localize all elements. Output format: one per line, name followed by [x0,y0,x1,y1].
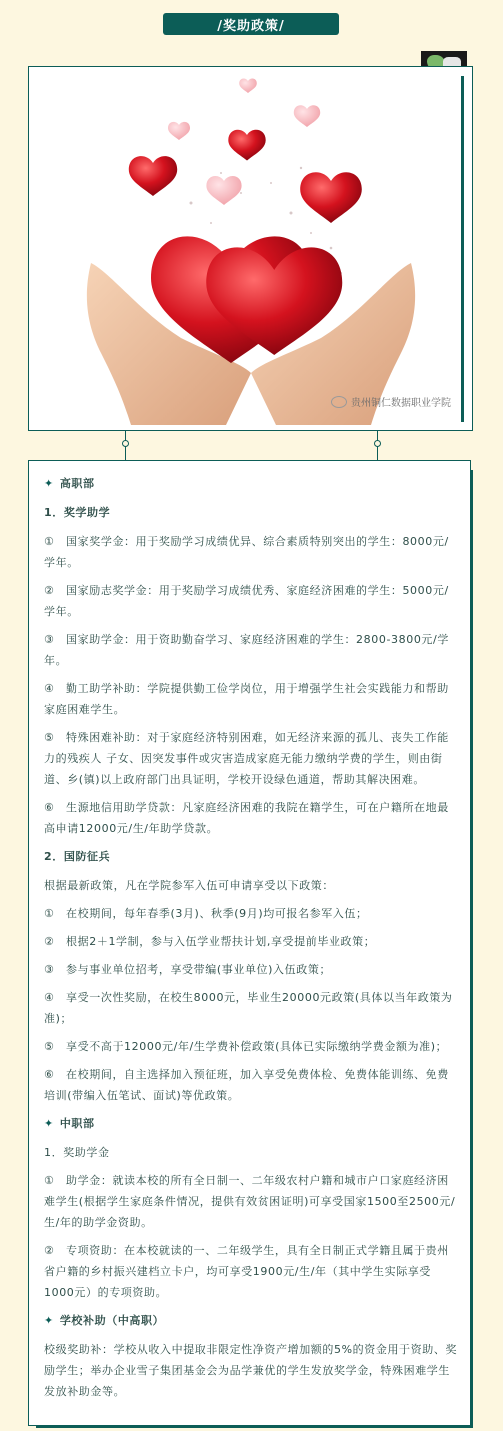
page-title: /奖助政策/ [163,13,339,35]
list-item: ① 在校期间，每年春季(3月)、秋季(9月)均可报名参军入伍； [44,907,368,920]
list-item: ④ 勤工助学补助：学院提供勤工俭学岗位，用于增强学生社会实践能力和帮助家庭困难学生。 [44,682,449,716]
section-gaozhi-heading: ✦ 高职部 [44,477,95,490]
star-icon: ✦ [44,1314,54,1327]
school-subsidy-text: 校级奖助补：学校从收入中提取非限定性净资产增加额的5%的资金用于资助、奖励学生；举办企业雪子集团基金会为品学兼优的学生发放奖学金，特殊困难学生发放补助金等。 [44,1343,458,1398]
star-icon: ✦ [44,1117,54,1130]
frame-accent-bar [461,76,464,422]
military-intro: 根据最新政策，凡在学院参军入伍可申请享受以下政策： [44,879,334,892]
section-school-heading: ✦ 学校补助（中高职） [44,1314,165,1327]
connector-dot-left [122,440,129,447]
connector-dot-right [374,440,381,447]
gaozhi-military-title: 2．国防征兵 [44,850,111,863]
section-zhongzhi-heading: ✦ 中职部 [44,1117,95,1130]
list-item: ③ 国家助学金：用于资助勤奋学习、家庭经济困难的学生：2800-3800元/学年。 [44,633,449,667]
watermark: 贵州铜仁数据职业学院 [331,394,451,409]
list-item: ⑥ 生源地信用助学贷款：凡家庭经济困难的我院在籍学生，可在户籍所在地最高申请12000元/生/年助学贷款。 [44,801,449,835]
list-item: ⑤ 特殊困难补助：对于家庭经济特别困难，如无经济来源的孤儿、丧失工作能力的残疾人 子女、因突发事件或灾害造成家庭无能力缴纳学费的学生，则由街道、乡(镇)以上政府部门出具证明，学校开设绿色通道，帮助其解决困难。 [44,731,449,786]
list-item: ① 国家奖学金：用于奖励学习成绩优异、综合素质特别突出的学生：8000元/学年。 [44,535,449,569]
list-item: ⑥ 在校期间，自主选择加入预征班，加入享受免费体检、免费体能训练、免费培训(带编入伍笔试、面试)等优政策。 [44,1068,449,1102]
wechat-icon [331,396,347,408]
list-item: ② 专项资助：在本校就读的一、二年级学生，具有全日制正式学籍且属于贵州省户籍的乡村振兴建档立卡户，均可享受1900元/生/年（其中学生实际享受1000元）的专项资助。 [44,1244,449,1299]
policy-content [44,473,459,1409]
list-item: ① 助学金：就读本校的所有全日制一、二年级农村户籍和城市户口家庭经济困难学生(根据学生家庭条件情况，提供有效贫困证明)可享受国家1500至2500元/生/年的助学金资助。 [44,1174,456,1229]
list-item: ⑤ 享受不高于12000元/年/生学费补偿政策(具体已实际缴纳学费金额为准)； [44,1040,448,1053]
list-item: ② 根据2＋1学制，参与入伍学业帮扶计划,享受提前毕业政策； [44,935,376,948]
zhongzhi-grant-title: 1．奖助学金 [44,1146,110,1159]
hero-image-frame [28,66,473,431]
gaozhi-scholarship-title: 1．奖学助学 [44,506,111,519]
hearts-in-hands-image [41,73,461,425]
list-item: ③ 参与事业单位招考，享受带编(事业单位)入伍政策； [44,963,332,976]
list-item: ④ 享受一次性奖励，在校生8000元，毕业生20000元政策(具体以当年政策为准)； [44,991,453,1025]
star-icon: ✦ [44,477,54,490]
list-item: ② 国家励志奖学金：用于奖励学习成绩优秀、家庭经济困难的学生：5000元/学年。 [44,584,449,618]
policy-content-panel [28,460,471,1426]
